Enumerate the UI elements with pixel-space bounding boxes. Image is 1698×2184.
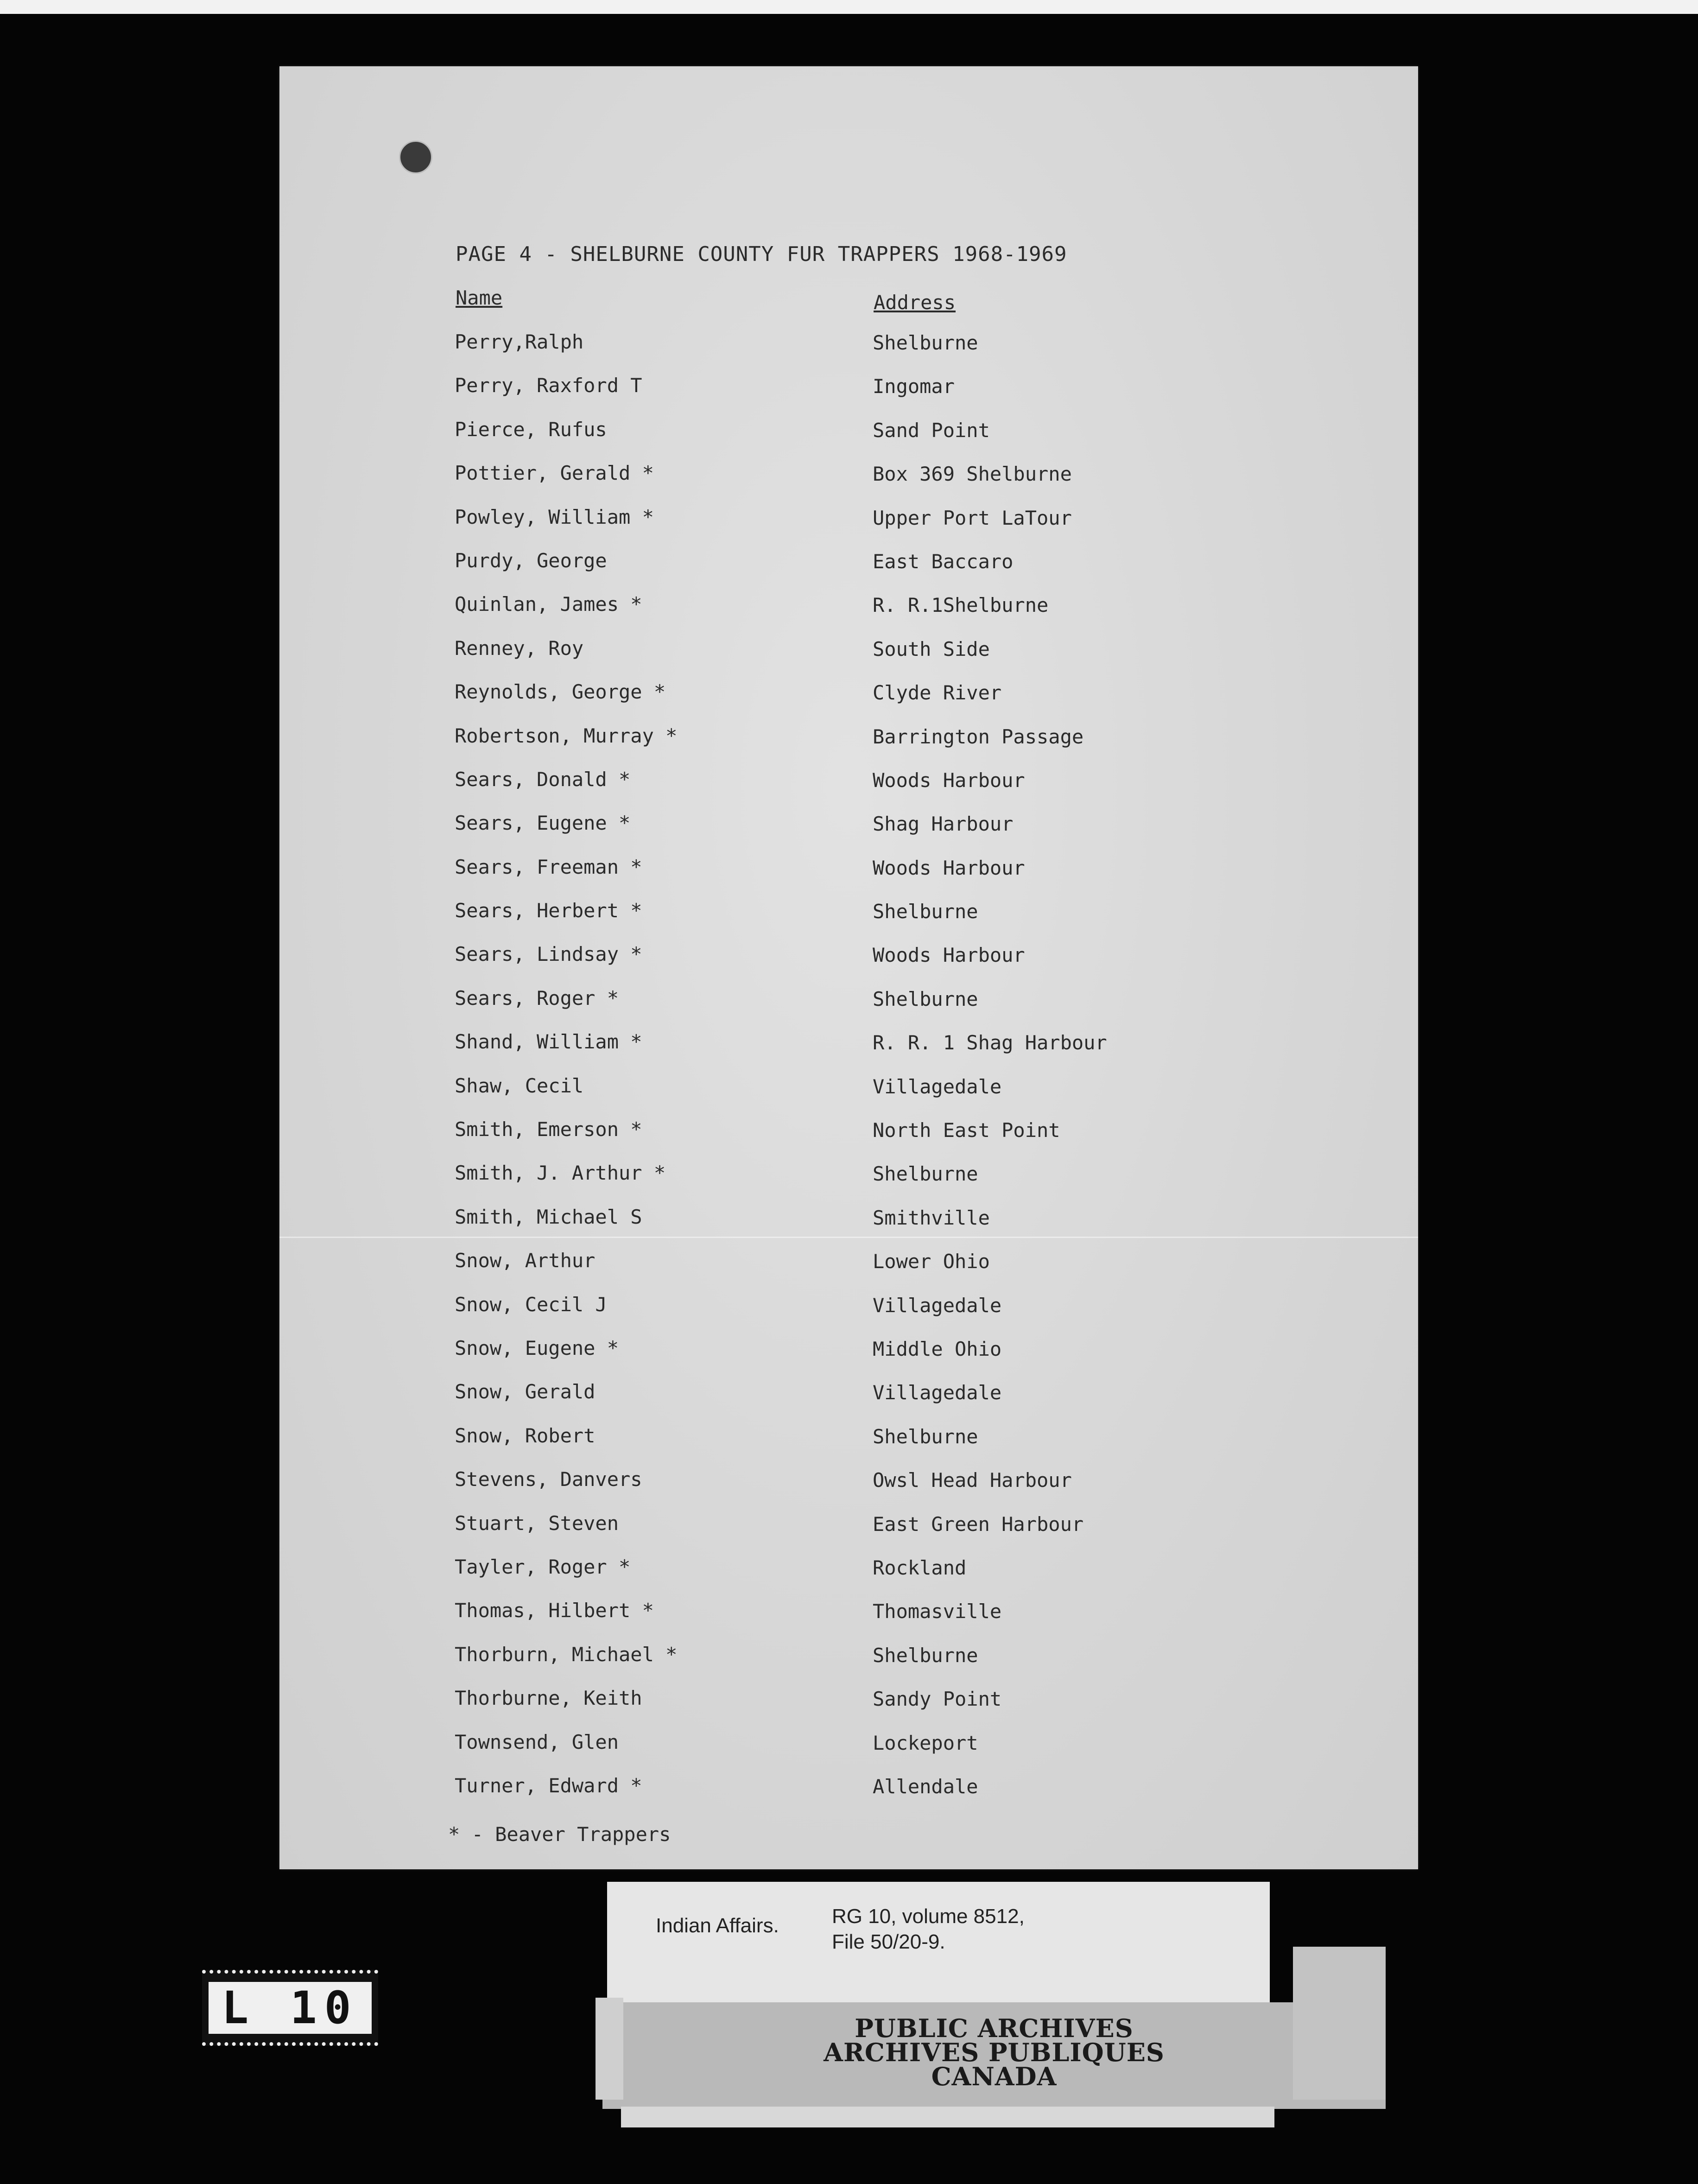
trapper-name: Perry, Raxford T xyxy=(455,374,642,397)
list-item xyxy=(279,856,1418,899)
trapper-name: Turner, Edward * xyxy=(455,1774,642,1797)
trapper-name: Robertson, Murray * xyxy=(455,724,678,747)
trapper-name: Tayler, Roger * xyxy=(455,1555,631,1578)
trapper-address: Sandy Point xyxy=(873,1688,1002,1711)
trapper-name: Stuart, Steven xyxy=(455,1511,619,1535)
trapper-name: Snow, Eugene * xyxy=(455,1336,619,1359)
page-title: PAGE 4 - SHELBURNE COUNTY FUR TRAPPERS 1968-1969 xyxy=(456,242,1067,266)
trapper-name: Smith, J. Arthur * xyxy=(455,1162,666,1185)
reference-volume: RG 10, volume 8512, xyxy=(832,1905,1025,1928)
name-column-header: Name xyxy=(456,286,503,309)
trapper-address: Allendale xyxy=(873,1775,978,1798)
list-item xyxy=(279,1074,1418,1118)
trapper-name: Sears, Donald * xyxy=(455,768,631,791)
trapper-name: Renney, Roy xyxy=(455,636,584,660)
trapper-address: Shelburne xyxy=(873,1162,978,1186)
trapper-address: Villagedale xyxy=(873,1294,1002,1317)
trapper-list xyxy=(279,330,1418,1818)
trapper-name: Sears, Freeman * xyxy=(455,855,642,878)
trapper-address: Smithville xyxy=(873,1206,990,1229)
trapper-name: Townsend, Glen xyxy=(455,1730,619,1753)
list-item xyxy=(279,1555,1418,1599)
trapper-address: Upper Port LaTour xyxy=(873,506,1072,529)
trapper-address: Barrington Passage xyxy=(873,725,1084,748)
list-item xyxy=(279,1687,1418,1730)
trapper-address: Shag Harbour xyxy=(873,813,1014,836)
trapper-name: Smith, Emerson * xyxy=(455,1118,642,1141)
trapper-name: Snow, Arthur xyxy=(455,1249,596,1272)
list-item xyxy=(279,1118,1418,1162)
list-item xyxy=(279,943,1418,986)
reference-card xyxy=(607,1882,1270,2007)
trapper-name: Purdy, George xyxy=(455,549,607,572)
trapper-address: North East Point xyxy=(873,1119,1060,1142)
trapper-address: Lockeport xyxy=(873,1731,978,1754)
trapper-address: Ingomar xyxy=(873,375,955,398)
list-item xyxy=(279,506,1418,549)
list-item xyxy=(279,418,1418,462)
list-item xyxy=(279,462,1418,505)
list-item xyxy=(279,1249,1418,1293)
archive-stamp-line3: CANADA xyxy=(931,2062,1057,2091)
archive-stamp xyxy=(602,2013,1386,2091)
trapper-address: Lower Ohio xyxy=(873,1250,990,1273)
trapper-name: Snow, Gerald xyxy=(455,1380,596,1403)
trapper-name: Snow, Robert xyxy=(455,1424,596,1447)
trapper-address: Owsl Head Harbour xyxy=(873,1469,1072,1492)
trapper-name: Stevens, Danvers xyxy=(455,1468,642,1491)
trapper-name: Sears, Herbert * xyxy=(455,899,642,922)
list-item xyxy=(279,812,1418,855)
list-item xyxy=(279,374,1418,418)
list-item xyxy=(279,1774,1418,1818)
footnote: * - Beaver Trappers xyxy=(448,1823,671,1846)
trapper-address: South Side xyxy=(873,637,990,660)
archive-stamp-card xyxy=(602,2002,1386,2109)
department-label: Indian Affairs. xyxy=(656,1914,779,1937)
archive-stamp-line2: ARCHIVES PUBLIQUES xyxy=(824,2038,1165,2067)
trapper-address: Shelburne xyxy=(873,1644,978,1667)
trapper-address: Clyde River xyxy=(873,681,1002,705)
trapper-name: Thomas, Hilbert * xyxy=(455,1599,654,1622)
reference-file: File 50/20-9. xyxy=(832,1930,945,1953)
trapper-address: East Baccaro xyxy=(873,550,1014,573)
trapper-address: R. R. 1 Shag Harbour xyxy=(873,1031,1107,1054)
film-top-edge xyxy=(0,0,1698,14)
list-item xyxy=(279,1293,1418,1337)
trapper-address: Woods Harbour xyxy=(873,944,1025,967)
trapper-name: Smith, Michael S xyxy=(455,1205,642,1228)
list-item xyxy=(279,549,1418,593)
frame-number-label xyxy=(202,1970,378,2046)
address-column-header: Address xyxy=(874,291,956,314)
trapper-name: Thorburn, Michael * xyxy=(455,1643,678,1666)
punch-hole xyxy=(399,140,432,174)
list-item xyxy=(279,1643,1418,1687)
list-item xyxy=(279,593,1418,636)
list-item xyxy=(279,1424,1418,1468)
list-item xyxy=(279,899,1418,943)
trapper-name: Pierce, Rufus xyxy=(455,418,607,441)
trapper-name: Perry,Ralph xyxy=(455,330,584,353)
trapper-address: Thomasville xyxy=(873,1600,1002,1623)
trapper-name: Shand, William * xyxy=(455,1030,642,1054)
trapper-name: Snow, Cecil J xyxy=(455,1293,607,1316)
list-item xyxy=(279,768,1418,812)
list-item xyxy=(279,724,1418,768)
trapper-name: Pottier, Gerald * xyxy=(455,462,654,485)
trapper-address: Woods Harbour xyxy=(873,768,1025,792)
trapper-name: Sears, Lindsay * xyxy=(455,943,642,966)
list-item xyxy=(279,1337,1418,1380)
trapper-address: Shelburne xyxy=(873,987,978,1010)
list-item xyxy=(279,680,1418,724)
list-item xyxy=(279,1162,1418,1205)
trapper-name: Powley, William * xyxy=(455,505,654,528)
trapper-name: Sears, Eugene * xyxy=(455,812,631,835)
trapper-name: Sears, Roger * xyxy=(455,986,619,1009)
list-item xyxy=(279,330,1418,374)
trapper-address: Woods Harbour xyxy=(873,856,1025,879)
trapper-name: Quinlan, James * xyxy=(455,593,642,616)
list-item xyxy=(279,637,1418,680)
list-item xyxy=(279,1030,1418,1074)
trapper-address: Villagedale xyxy=(873,1381,1002,1404)
trapper-address: R. R.1Shelburne xyxy=(873,594,1049,617)
list-item xyxy=(279,1468,1418,1511)
list-item xyxy=(279,1731,1418,1774)
trapper-name: Reynolds, George * xyxy=(455,680,666,704)
trapper-address: Rockland xyxy=(873,1556,967,1579)
trapper-address: Sand Point xyxy=(873,419,990,442)
trapper-name: Thorburne, Keith xyxy=(455,1687,642,1710)
trapper-address: Shelburne xyxy=(873,1425,978,1448)
frame-number: L 10 xyxy=(209,1982,371,2034)
card-bottom-edge xyxy=(621,2107,1274,2127)
list-item xyxy=(279,1512,1418,1555)
list-item xyxy=(279,987,1418,1030)
list-item xyxy=(279,1206,1418,1249)
document-page xyxy=(279,66,1418,1869)
trapper-address: Box 369 Shelburne xyxy=(873,463,1072,486)
list-item xyxy=(279,1599,1418,1643)
archive-stamp-line1: PUBLIC ARCHIVES xyxy=(855,2013,1134,2043)
trapper-address: Middle Ohio xyxy=(873,1337,1002,1360)
trapper-name: Shaw, Cecil xyxy=(455,1074,584,1097)
trapper-address: East Green Harbour xyxy=(873,1512,1084,1536)
trapper-address: Shelburne xyxy=(873,331,978,354)
trapper-address: Villagedale xyxy=(873,1075,1002,1098)
list-item xyxy=(279,1380,1418,1424)
trapper-address: Shelburne xyxy=(873,900,978,923)
